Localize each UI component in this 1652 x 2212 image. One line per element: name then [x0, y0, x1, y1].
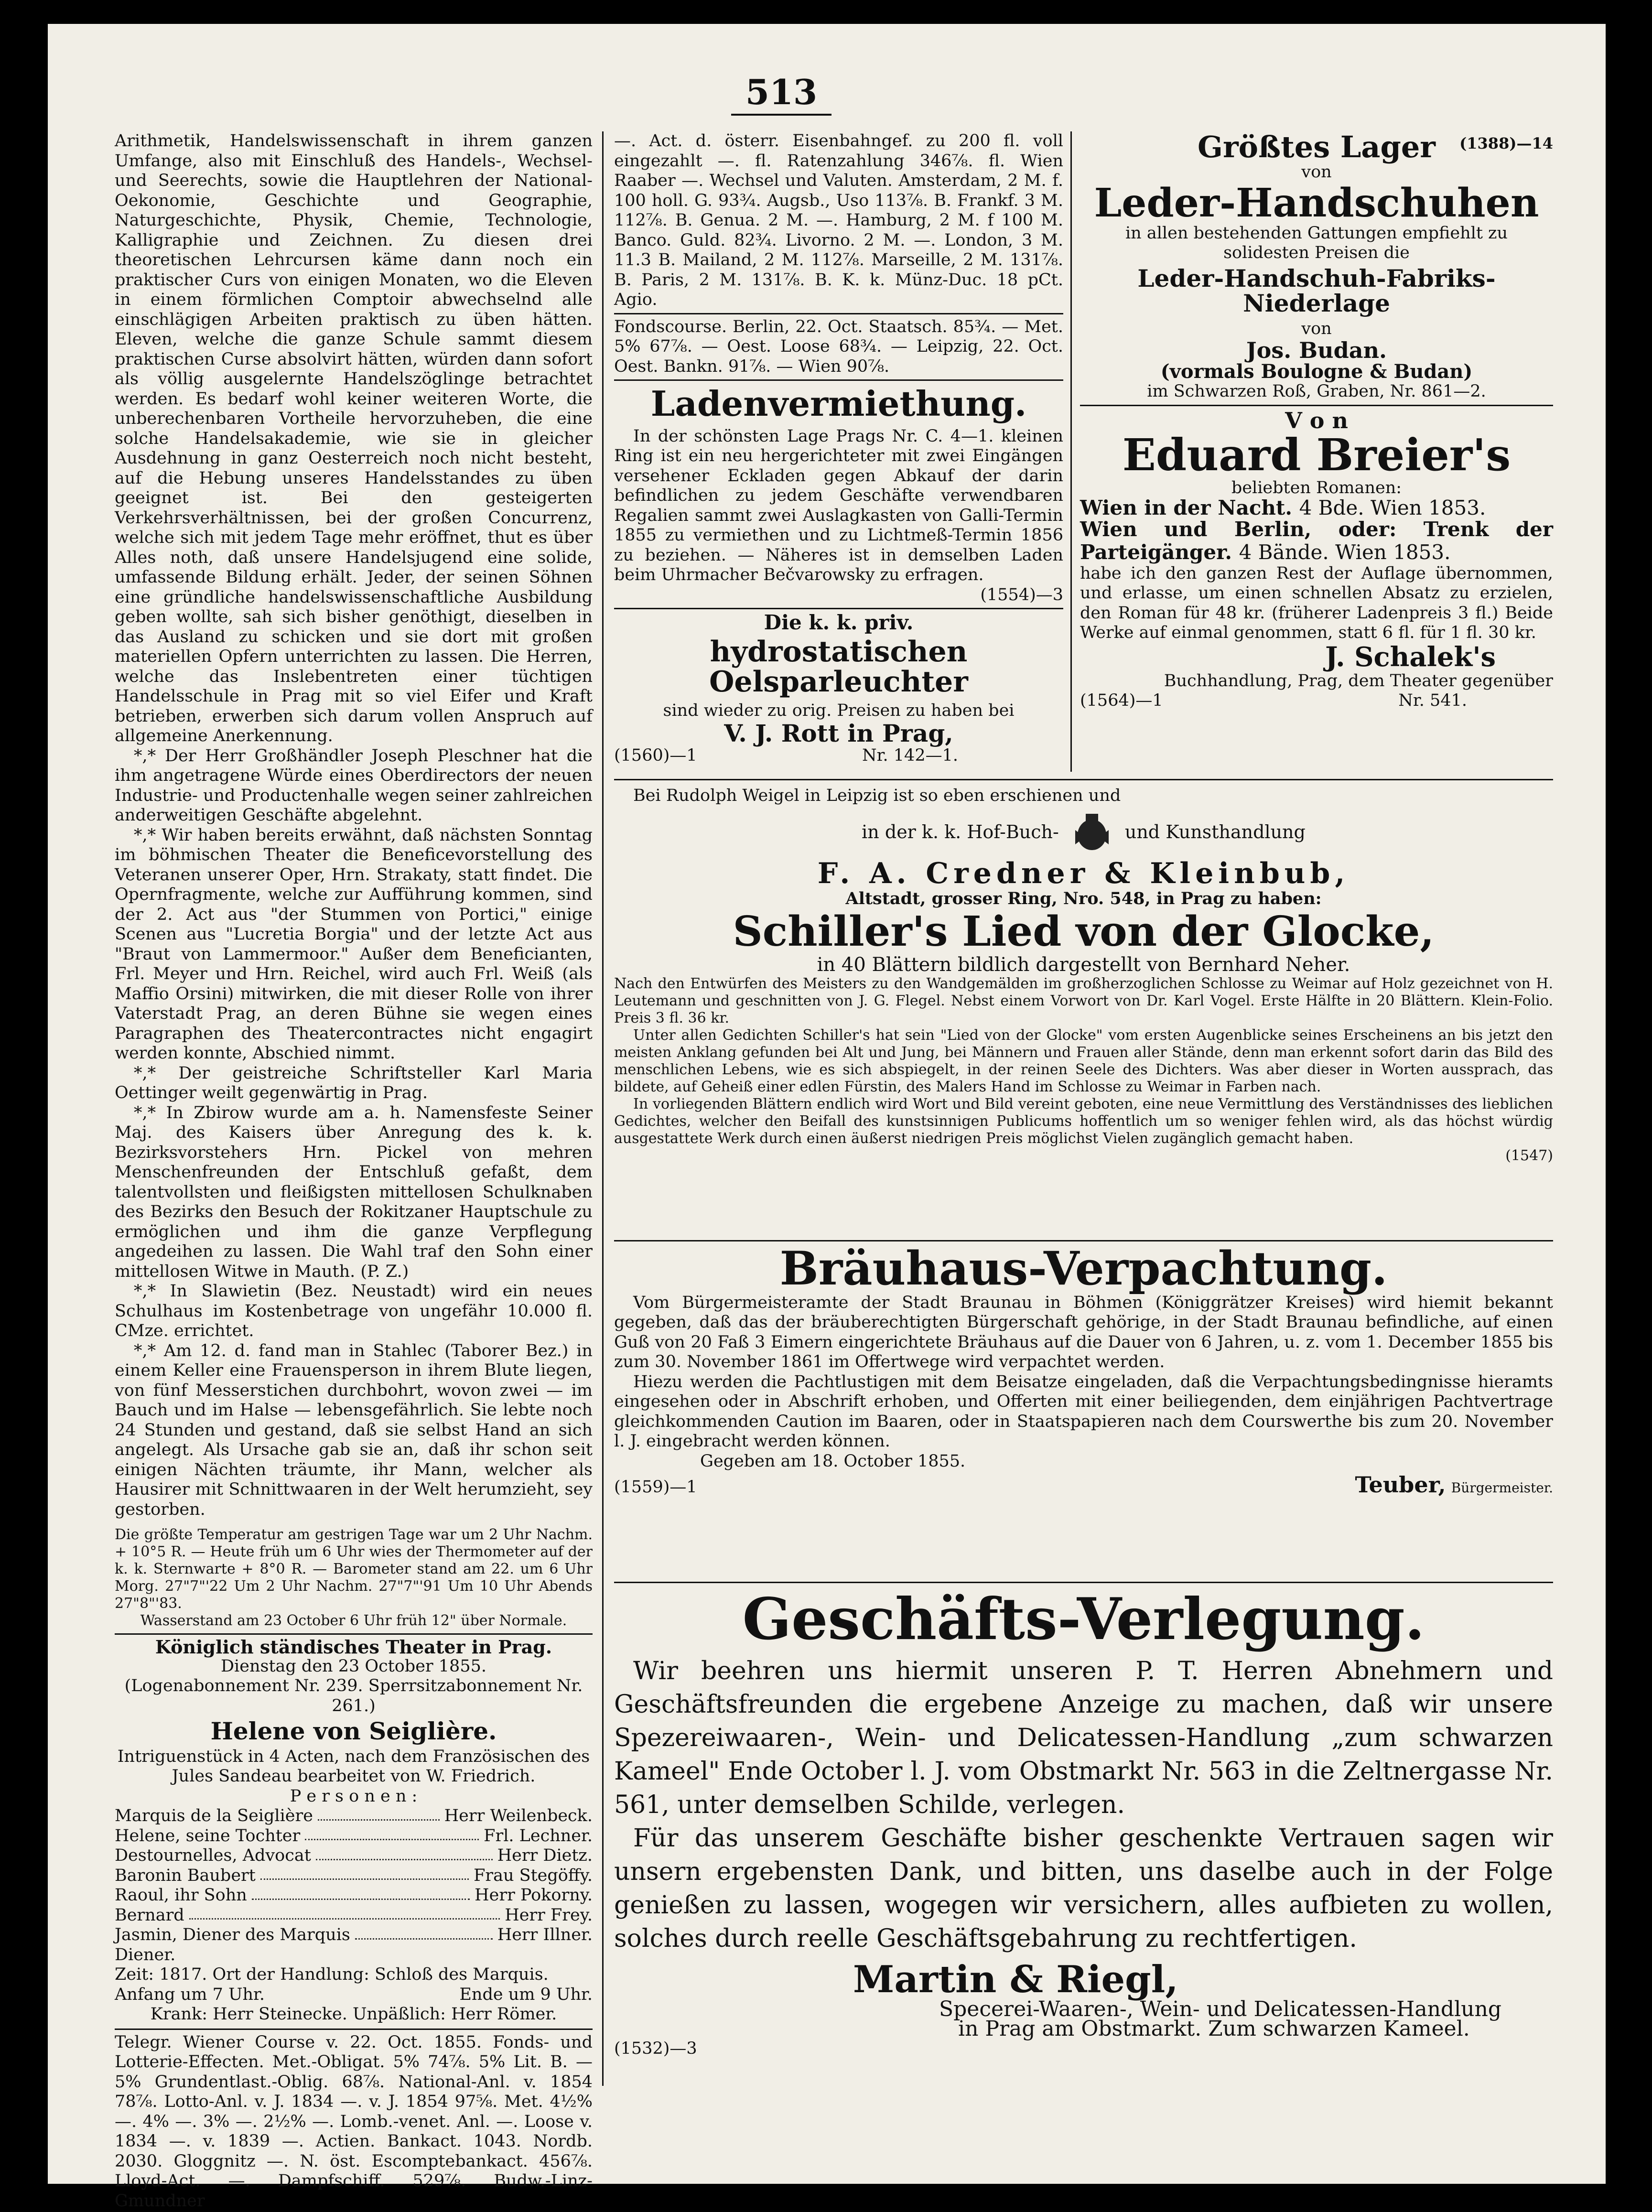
vienna-courses: Telegr. Wiener Course v. 22. Oct. 1855. Fonds- und Lotterie-Effecten. Met.-Obligat. 5% 74⅞. 5% Lit. B. — 5% Grundentlast.-Oblig. 68⅞. National-Anl. v. 1854 78⅞. Lotto-Anl. v. J. 1834 —. v. J. 1854 97⅝. Met. 4½% —. 4% —. 3% —. 2½% —. Lomb.-venet. Anl. —. Loose v. 1834 —. v. 1839 —. Actien. Bankact. 1043. Nordb. 2030. Gloggnitz —. N. öst. Escomptebankact. 456⅞. Lloyd-Act. —. Dampfschiff. 529⅞. Budw.-Linz-Gmundner: [115, 2032, 593, 2211]
persons-heading: P e r s o n e n :: [290, 1786, 418, 1806]
breier-title: Eduard Breier's: [1122, 429, 1511, 481]
cast-row: [115, 1925, 593, 1945]
fonds-courses: Fondscourse. Berlin, 22. Oct. Staatsch. 85¾. — Met. 5% 67⅞. — Oest. Loose 68¾. — Leipzig, 22. Oct. Oest. Bankn. 91⅞. — Wien 90⅞.: [614, 317, 1063, 376]
book-2: [1080, 518, 1553, 564]
cast-role: Destournelles, Advocat: [115, 1846, 311, 1866]
von-label: von: [1301, 319, 1332, 338]
brauhaus-ref: (1559)—1: [614, 1478, 697, 1497]
cast-row: [115, 1866, 593, 1886]
cast-row: [115, 1886, 593, 1906]
handschuhe-title: Leder-Handschuhen: [1094, 180, 1539, 226]
section-rule: [614, 1582, 1553, 1583]
newspaper-page: [48, 24, 1606, 2211]
cast-role: Jasmin, Diener des Marquis: [115, 1925, 350, 1945]
theatre-date: Dienstag den 23 October 1855.: [221, 1656, 486, 1676]
leuchter-line3: sind wieder zu orig. Preisen zu haben bei: [663, 701, 1015, 721]
cast-role: Baronin Baubert: [115, 1866, 256, 1885]
geschaeft-line2: in Prag am Obstmarkt. Zum schwarzen Kameel.: [958, 2017, 1470, 2041]
schiller-subtitle: in 40 Blättern bildlich dargestellt von Bernhard Neher.: [817, 954, 1350, 976]
schalek-footer: [1080, 691, 1553, 711]
budan-former: (vormals Boulogne & Budan): [1160, 360, 1473, 383]
brauhaus-date: Gegeben am 18. October 1855.: [700, 1451, 966, 1471]
leuchter-ref: (1560)—1: [614, 746, 697, 766]
budan-name: Jos. Budan.: [1246, 337, 1387, 364]
weather-report: Die größte Temperatur am gestrigen Tage war um 2 Uhr Nachm. + 10°5 R. — Heute früh um 6 Uhr wies der Thermometer auf der k. k. Sternwarte + 8°0 R. — Barometer stand am 22. um 6 Uhr Morg. 27"7"'22 Um 2 Uhr Nachm. 27"7"'91 Um 10 Uhr Abends 27"8"'83.: [115, 1526, 593, 1612]
right-column: [1080, 131, 1553, 772]
schalek-nr: Nr. 541.: [1398, 691, 1467, 711]
geschaeft-text2: Für das unserem Geschäfte bisher geschenkte Vertrauen sagen wir unsern ergebensten Dank, und bitten, uns daselbe auch in der Folge genießen zu lassen, wogegen wir versichern, alles aufbieten zu wollen, solches durch reelle Geschäftsgebahrung zu rechtfertigen.: [614, 1824, 1553, 1953]
play-description: Intriguenstück in 4 Acten, nach dem Französischen des Jules Sandeau bearbeitet von W. Friedrich.: [117, 1747, 590, 1786]
geschaeft-text1: Wir beehren uns hiermit unseren P. T. Herren Abnehmern und Geschäftsfreunden die ergebene Anzeige zu machen, daß wir unsere Spezereiwaaren-, Wein- und Delicatessen-Handlung „zum schwarzen Kameel" Ende October l. J. vom Obstmarkt Nr. 563 in die Zeltnergasse Nr. 561, unter demselben Schilde, verlegen.: [614, 1657, 1553, 1819]
laden-title: Ladenvermiethung.: [650, 383, 1027, 424]
cast-row: [115, 1906, 593, 1926]
imperial-eagle-icon: [1070, 811, 1113, 854]
cast-row: [115, 1826, 593, 1846]
theatre-title: Königlich ständisches Theater in Prag.: [155, 1636, 552, 1658]
brauhaus-text1: Vom Bürgermeisteramte der Stadt Braunau in Böhmen (Königgrätzer Kreises) wird hiemit bekannt gegeben, daß das der bräuberechtigten Bürgerschaft gehörige, in der Stadt Braunau befindliche, auf einen Guß von 20 Faß 3 Eimern eingerichtete Bräuhaus auf die Dauer von 6 Jahren, u. z. vom 1. December 1855 bis zum 30. November 1861 im Offertwege wird verpachtet werden.: [614, 1293, 1553, 1372]
schiller-ref: (1547): [1505, 1147, 1553, 1164]
lager-ref: (1388)—14: [1459, 134, 1553, 152]
page-number: 513: [745, 72, 818, 112]
cast-row: [115, 1806, 593, 1826]
geschaeft-line1: Specerei-Waaren-, Wein- und Delicatessen-Handlung: [939, 1996, 1501, 2021]
cast-actor: Herr Weilenbeck.: [444, 1806, 593, 1826]
leuchter-seller: V. J. Rott in Prag,: [724, 719, 953, 747]
news-paragraph: Arithmetik, Handelswissenschaft in ihrem ganzen Umfange, also mit Einschluß des Handels-, Wechsel- und Seerechts, sowie die Hauptlehren der National-Oekonomie, Geschichte und Geographie, Naturgeschichte, Physik, Chemie, Technologie, Kalligraphie und Zeichnen. Zu diesen drei theoretischen Lehrcursen käme dann noch ein praktischer Curs von einigen Monaten, wo die Eleven in einem förmlichen Comptoir abwechselnd alle einschlägigen Arbeiten praktisch zu üben hätten. Eleven, welche die ganze Schule sammt diesem praktischen Curse absolvirt hätten, würden dann sofort als völlig ausgelernte Handelszöglinge betrachtet werden. Es bedarf wohl keiner weiteren Worte, die unberechenbaren Vortheile hervorzuheben, die eine solche Handelsakademie, wie sie in gleicher Ausdehnung in ganz Oesterreich noch nicht besteht, auf die Hebung unseres Handelsstandes zu üben geeignet ist. Bei den gesteigerten Verkehrsverhältnissen, bei der großen Concurrenz, welche sich mit jedem Tage mehr eröffnet, thut es über Alles noth, daß unsere Handelsjugend eine solide, umfassende Bildung erhält. Jeder, der seinen Söhnen eine gründliche handelswissenschaftliche Ausbildung geben wollte, sah sich bisher genöthigt, dieselben in das Ausland zu schicken und sie dort mit großen materiellen Opfern unterrichten zu lassen. Die Herren, welche das Inslebentreten einer tüchtigen Handelsschule in Prag mit so viel Eifer und Kraft betrieben, erwerben sich darum vollen Anspruch auf allgemeine Anerkennung.: [115, 131, 593, 745]
budan-addr: im Schwarzen Roß, Graben, Nr. 861—2.: [1147, 382, 1486, 401]
geschaeft-ad: [614, 1586, 1553, 2086]
niederlage-title: Leder-Handschuh-Fabriks-Niederlage: [1137, 264, 1496, 318]
cast-actor: Frl. Lechner.: [484, 1826, 593, 1845]
brauhaus-title: Bräuhaus-Verpachtung.: [779, 1241, 1388, 1295]
cast-actor: Herr Frey.: [505, 1905, 593, 1925]
brauhaus-ad: [614, 1241, 1553, 1579]
cast-actor: Herr Dietz.: [497, 1846, 593, 1866]
book-1: [1080, 498, 1553, 518]
schiller-text3: In vorliegenden Blättern endlich wird Wort und Bild vereint geboten, eine neue Vermittlung des Verständnisses des lieblichen Gedichtes, welcher den Beifall des kunstsinnigen Publicums hoffentlich um so weniger fehlen wird, als das höchst würdig ausgestattete Werk durch einen äußerst niedrigen Preis möglichst Vielen zugänglich gemacht haben.: [614, 1095, 1553, 1147]
schiller-line1: Bei Rudolph Weigel in Leipzig ist so eben erschienen und: [633, 786, 1121, 805]
lager-title: Größtes Lager: [1198, 129, 1436, 164]
start-end-row: [115, 1985, 593, 2005]
play-title: Helene von Seiglière.: [210, 1717, 497, 1746]
news-paragraph: *,* In Zbirow wurde am a. h. Namensfeste Seiner Maj. des Kaisers über Anregung des k. k. Bezirksvorstehers Hrn. Pickel von mehren Menschenfreunden der Entschluß gefaßt, dem talentvollsten und fleißigsten mittellosen Schulknaben des Bezirks den Besuch der Rokitzaner Hauptschule zu ermöglichen und ihm die ganze Verpflegung angedeihen zu lassen. Die Wahl traf den Sohn einer mittellosen Witwe in Mauth. (P. Z.): [115, 1103, 593, 1281]
column-rule: [1070, 131, 1072, 772]
leuchter-title: hydrostatischen Oelsparleuchter: [709, 635, 968, 699]
cast-row: [115, 1846, 593, 1866]
book-1-title: Wien in der Nacht.: [1080, 496, 1292, 520]
cast-actor: Herr Illner.: [497, 1925, 593, 1945]
section-rule: [614, 779, 1553, 780]
cast-role: Diener.: [115, 1945, 176, 1964]
cast-role: Marquis de la Seiglière: [115, 1806, 313, 1826]
laden-text: In der schönsten Lage Prags Nr. C. 4—1. kleinen Ring ist ein neu hergerichteter mit zwei Eingängen versehener Eckladen gegen Abkauf der darin befindlichen zu jedem Geschäfte verwendbaren Regalien sammt zwei Auslagkasten von Galli-Termin 1855 zu vermiethen und zu Lichtmeß-Termin 1856 zu beziehen. — Näheres ist in demselben Laden beim Uhrmacher Bečvarowsky zu erfragen.: [614, 426, 1063, 585]
sick-notice: Krank: Herr Steinecke. Unpäßlich: Herr Römer.: [150, 2005, 557, 2024]
news-paragraph: *,* Der Herr Großhändler Joseph Pleschner hat die ihm angetragene Würde eines Oberdirectors der neuen Industrie- und Productenhalle wegen seiner zahlreichen anderweitigen Geschäfte abgelehnt.: [115, 746, 593, 825]
handschuhe-line: in allen bestehenden Gattungen empfiehlt zu solidesten Preisen die: [1125, 223, 1508, 263]
theatre-subscription: (Logenabonnement Nr. 239. Sperrsitzabonnement Nr. 261.): [124, 1676, 583, 1716]
book-2-info: 4 Bände. Wien 1853.: [1239, 540, 1451, 564]
left-column: [115, 131, 593, 2211]
breier-text: habe ich den ganzen Rest der Auflage übernommen, und erlasse, um einen schnellen Absatz zu erzielen, den Roman für 48 kr. (früherer Ladenpreis 3 fl.) Beide Werke auf einmal genommen, statt 6 fl. für 1 fl. 30 kr.: [1080, 563, 1553, 643]
schalek-name: J. Schalek's: [1325, 641, 1496, 673]
schiller-text1: Nach den Entwürfen des Meisters zu den Wandgemälden im großherzoglichen Schlosse zu Weimar auf Holz gezeichnet von H. Leutemann und geschnitten von J. G. Flegel. Nebst einem Vorwort von Dr. Karl Vogel. Erste Hälfte in 20 Blättern. Klein-Folio. Preis 3 fl. 36 kr.: [614, 975, 1553, 1026]
news-paragraph: *,* In Slawietin (Bez. Neustadt) wird ein neues Schulhaus im Kostenbetrage von ungefähr 10.000 fl. CMze. errichtet.: [115, 1282, 593, 1340]
von-heading: V o n: [1285, 407, 1348, 433]
novels-label: beliebten Romanen:: [1231, 478, 1402, 497]
schiller-line2b: und Kunsthandlung: [1124, 821, 1306, 842]
brauhaus-sign-title: Bürgermeister.: [1451, 1480, 1553, 1496]
news-paragraph: *,* Am 12. d. fand man in Stahlec (Taborer Bez.) in einem Keller eine Frauensperson in ihrem Blute liegen, von fünf Messerstichen durchbohrt, wovon zwei — im Bauch und im Halse — lebensgefährlich. Sie lebte noch 24 Stunden und gestand, daß sie selbst Hand an sich angelegt. Als Ursache gab sie an, daß ihr schon seit einigen Nächten träumte, ihr Mann, welcher als Hausirer mit Schnittwaaren in der Welt herumzieht, sey gestorben.: [115, 1341, 593, 1519]
schalek-shop: Buchhandlung, Prag, dem Theater gegenüber: [1164, 671, 1553, 691]
cast-role: Helene, seine Tochter: [115, 1826, 301, 1845]
laden-ref: (1554)—3: [980, 585, 1063, 604]
cast-row: [115, 1945, 593, 1965]
course-continuation: —. Act. d. österr. Eisenbahngef. zu 200 fl. voll eingezahlt —. fl. Ratenzahlung 346⅞. fl. Wien Raaber —. Wechsel und Valuten. Amsterdam, 2 M. f. 100 holl. G. 93¾. Augsb., Uso 113⅞. B. Frankf. 3 M. 112⅞. B. Genua. 2 M. —. Hamburg, 2 M. f 100 M. Banco. Guld. 82¾. Livorno. 2 M. —. London, 3 M. 11.3 B. Mailand, 2 M. 112⅞. Marseille, 2 M. 131⅞. B. Paris, 2 M. 131⅞. B. K. k. Münz-Duc. 18 pCt. Agio.: [614, 131, 1063, 309]
end-time: Ende um 9 Uhr.: [459, 1985, 593, 2004]
schiller-line2a: in der k. k. Hof-Buch-: [862, 821, 1059, 842]
schiller-title: Schiller's Lied von der Glocke,: [733, 907, 1435, 956]
brauhaus-sign: Teuber,: [1355, 1472, 1446, 1498]
geschaeft-firm: Martin & Riegl,: [853, 1958, 1178, 2001]
book-1-info: 4 Bde. Wien 1853.: [1299, 496, 1486, 520]
cast-actor: Herr Pokorny.: [475, 1886, 593, 1905]
time-place: Zeit: 1817. Ort der Handlung: Schloß des Marquis.: [115, 1965, 549, 1985]
cast-list: [115, 1806, 593, 1965]
cast-actor: Frau Stegöffy.: [474, 1866, 593, 1885]
leuchter-footer: [614, 746, 1063, 766]
brauhaus-footer: [614, 1472, 1553, 1498]
start-time: Anfang um 7 Uhr.: [115, 1985, 265, 2004]
schiller-ad: [614, 786, 1553, 1238]
schiller-text2: Unter allen Gedichten Schiller's hat sein "Lied von der Glocke" vom ersten Augenblicke seines Erscheinens an bis jetzt den meisten Anklang gefunden bei Alt und Jung, bei Männern und Frauen aller Stände, denn man erkennt sofort darin das Bild des menschlichen Lebens, wie es sich abspiegelt, in der reinen Seele des Dichters. Was aber dieser in Worten aussprach, das bildete, auf Geheiß einer edlen Fürstin, des Malers Hand im Schlosse zu Weimar in Farben nach.: [614, 1026, 1553, 1095]
header-rule: [731, 114, 831, 116]
leuchter-line1: Die k. k. priv.: [764, 611, 914, 635]
brauhaus-text2: Hiezu werden die Pachtlustigen mit dem Beisatze eingeladen, daß die Verpachtungsbedingnisse hieramts eingesehen oder in Abschrift erhoben, und Offerten mit einer beiliegenden, dem einjährigen Pachtvertrage gleichkommenden Caution im Baaren, oder in Staatspapieren nach dem Courswerthe bis zum 20. November l. J. eingebracht werden können.: [614, 1372, 1553, 1451]
water-level: Wasserstand am 23 October 6 Uhr früh 12" über Normale.: [140, 1612, 567, 1629]
news-text: [115, 131, 593, 1520]
column-rule: [602, 131, 604, 2086]
cast-role: Bernard: [115, 1905, 184, 1925]
middle-column: [614, 131, 1063, 772]
book-2-title: Wien und Berlin, oder: Trenk der Parteigänger.: [1080, 517, 1553, 564]
geschaeft-ref: (1532)—3: [614, 2039, 697, 2058]
cast-role: Raoul, ihr Sohn: [115, 1886, 247, 1905]
leuchter-addr: Nr. 142—1.: [862, 746, 958, 766]
credner-firm: F. A. Credner & Kleinbub,: [817, 856, 1350, 890]
geschaeft-title: Geschäfts-Verlegung.: [742, 1586, 1425, 1653]
news-paragraph: *,* Wir haben bereits erwähnt, daß nächsten Sonntag im böhmischen Theater die Beneficevorstellung des Veteranen unserer Oper, Hrn. Strakaty, statt findet. Die Opernfragmente, welche zur Aufführung kommen, sind der 2. Act aus "der Stummen von Portici," einige Scenen aus "Lucretia Borgia" und der letzte Act aus "Braut von Lammermoor." Außer dem Beneficianten, Frl. Meyer und Hrn. Reichel, wird auch Frl. Weiß (als Maffio Orsini) mitwirken, die mit dieser Rolle von ihrer Vaterstadt Prag, an deren Bühne sie wegen eines Paragraphen des Theatercontractes nicht engagirt werden konnte, Abschied nimmt.: [115, 825, 593, 1063]
credner-addr: Altstadt, grosser Ring, Nro. 548, in Prag zu haben:: [845, 888, 1322, 908]
schalek-ref: (1564)—1: [1080, 691, 1163, 711]
news-paragraph: *,* Der geistreiche Schriftsteller Karl Maria Oettinger weilt gegenwärtig in Prag.: [115, 1063, 593, 1102]
von-label: von: [1301, 162, 1332, 182]
